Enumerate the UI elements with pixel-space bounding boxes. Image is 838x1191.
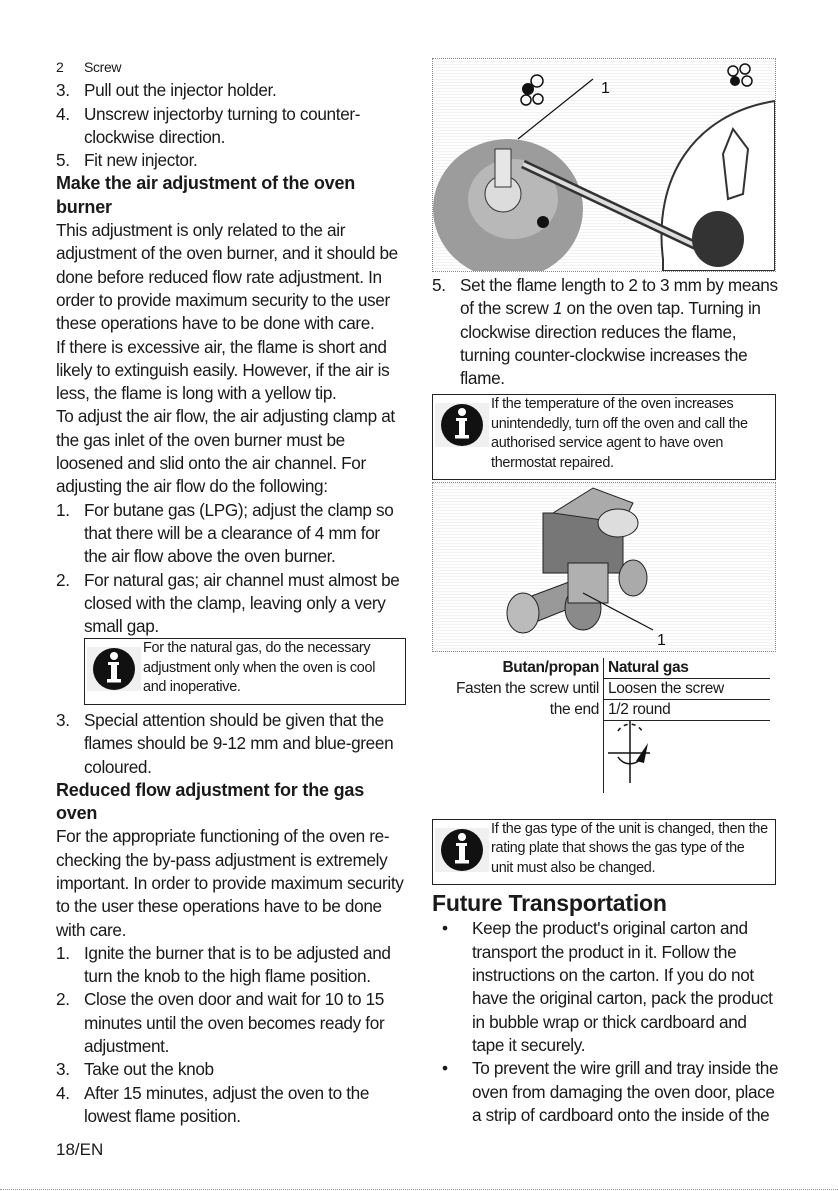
list-item: 2 Screw <box>56 59 122 75</box>
list-item: 1. Ignite the burner that is to be adjusted and turn the knob to the high flame position. <box>56 942 391 987</box>
paragraph: This adjustment is only related to the air adjustment of the oven burner, and it should be done before reduced flow rate adjustment. In order to provide maximum security to the user these operations have to be done with care. <box>56 220 398 334</box>
info-note: If the temperature of the oven increases unintendedly, turn off the oven and call the authorised service agent to have oven thermostat repaired. <box>432 394 776 480</box>
paragraph: If there is excessive air, the flame is short and likely to extinguish easily. However, if the air is less, the flame is long with a yellow tip. <box>56 336 390 404</box>
list-item: 4. Unscrew injectorby turning to counter-clockwise direction. <box>56 103 361 147</box>
list-item: 1. For butane gas (LPG); adjust the clamp so that there will be a clearance of 4 mm for the air flow above the oven burner. <box>56 499 394 567</box>
right-column <box>432 58 782 1127</box>
table-cell: 1/2 round <box>604 700 771 721</box>
list-item: 5. Fit new injector. <box>56 150 198 171</box>
valve-figure <box>432 482 776 652</box>
table-cell: the end <box>432 700 604 721</box>
info-note: If the gas type of the unit is changed, then the rating plate that shows the gas type of the unit must also be changed. <box>432 819 776 886</box>
list-item: 5. Set the flame length to 2 to 3 mm by means of the screw 1 on the oven tap. Turning in clockwise direction reduces the flame, turning counter-clockwise increases the flame. <box>432 275 778 389</box>
table-cell: Loosen the screw <box>604 679 771 700</box>
info-icon <box>435 822 489 876</box>
info-icon <box>87 641 141 695</box>
list-item: 2. Close the oven door and wait for 10 to 15 minutes until the oven becomes ready for adjustment. <box>56 989 385 1057</box>
paragraph: For the appropriate functioning of the oven re-checking the by-pass adjustment is extremely important. In order to provide maximum security to the user these operations have to be done with care. <box>56 826 404 940</box>
gas-type-table <box>432 658 770 793</box>
table-header: Natural gas <box>604 658 771 679</box>
section-heading: Make the air adjustment of the oven burner <box>56 173 356 217</box>
table-header: Butan/propan <box>432 658 604 679</box>
list-item: 3. Take out the knob <box>56 1059 214 1080</box>
gas-valve-illustration <box>433 483 775 651</box>
rotate-counterclockwise-icon <box>608 721 668 785</box>
list-item: 3. Pull out the injector holder. <box>56 80 277 101</box>
callout-number: 1 <box>657 632 666 650</box>
section-heading: Reduced flow adjustment for the gas oven <box>56 779 365 824</box>
page-edge-divider <box>0 1189 838 1190</box>
oven-tap-figure <box>432 58 776 272</box>
list-item: 2. For natural gas; air channel must almost be closed with the clamp, leaving only a very small gap. <box>56 569 400 637</box>
left-column <box>56 56 406 1128</box>
info-note: For the natural gas, do the necessary adjustment only when the oven is cool and inoperative. <box>84 638 406 705</box>
list-item: 4. After 15 minutes, adjust the oven to the lowest flame position. <box>56 1082 370 1126</box>
list-item: • To prevent the wire grill and tray inside the oven from damaging the oven door, place a strip of cardboard onto the inside of the <box>442 1058 779 1125</box>
paragraph: To adjust the air flow, the air adjusting clamp at the gas inlet of the oven burner must be loosened and slid onto the air channel. For adjusting the air flow do the following: <box>56 406 395 497</box>
table-cell: Fasten the screw until <box>432 679 604 700</box>
oven-tap-illustration <box>433 59 775 271</box>
section-heading: Future Transportation <box>432 890 667 917</box>
callout-number: 1 <box>601 80 610 97</box>
info-icon <box>435 397 489 451</box>
page-number: 18/EN <box>56 1140 104 1159</box>
list-item: 3. Special attention should be given that the flames should be 9-12 mm and blue-green coloured. <box>56 709 394 777</box>
list-item: • Keep the product's original carton and transport the product in it. Follow the instructions on the carton. If you do not have the original carton, pack the product in bubble wrap or thick cardboard and tape it securely. <box>442 918 773 1055</box>
